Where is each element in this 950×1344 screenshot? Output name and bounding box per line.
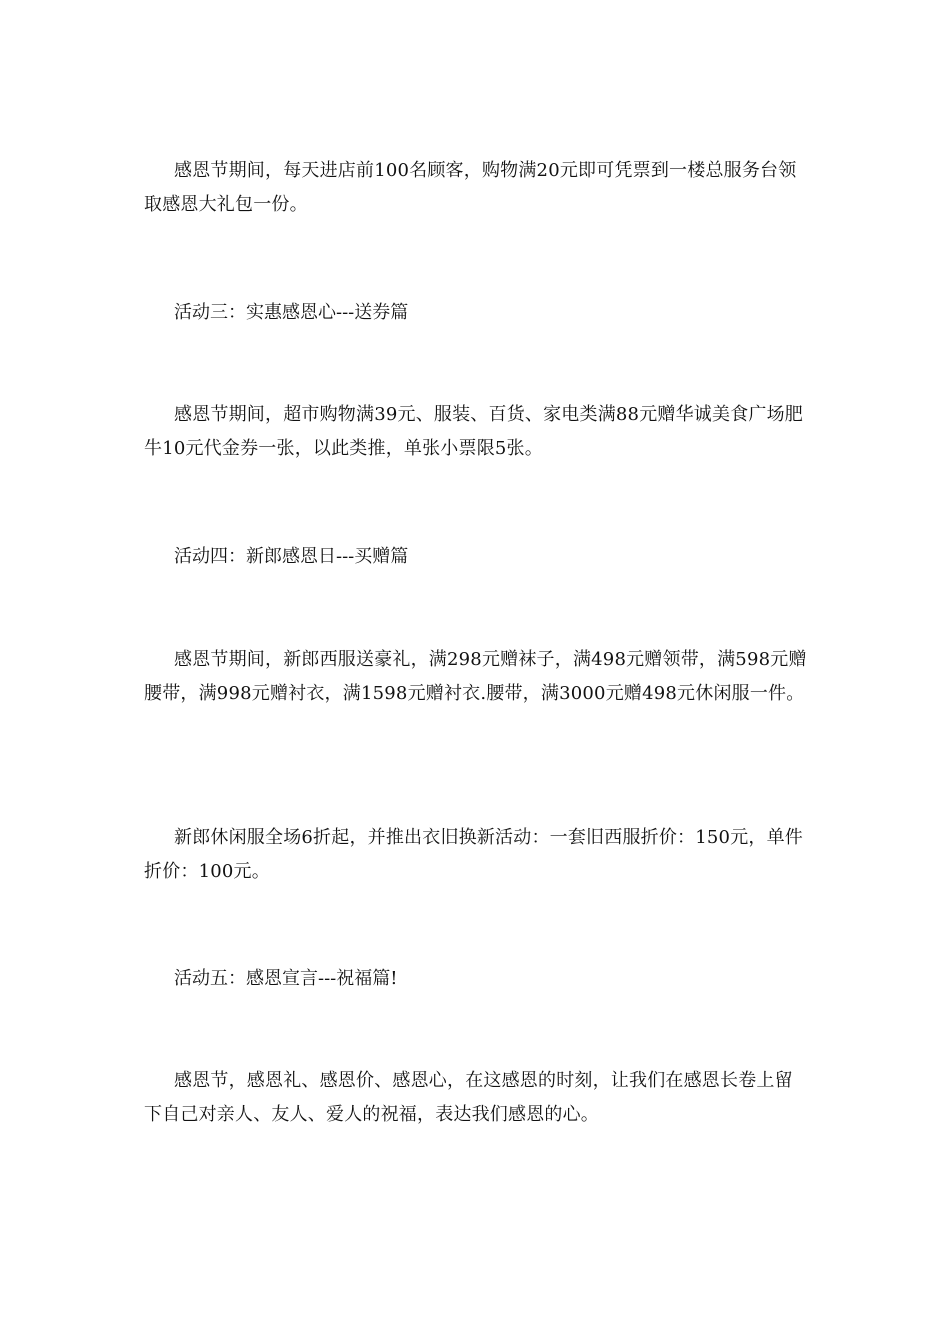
paragraph-blessing: 感恩节，感恩礼、感恩价、感恩心，在这感恩的时刻，让我们在感恩长卷上留下自己对亲人、友人、爱人的祝福，表达我们感恩的心。 (144, 1070, 793, 1125)
paragraph-voucher: 感恩节期间，超市购物满39元、服装、百货、家电类满88元赠华诚美食广场肥牛10元代金券一张，以此类推，单张小票限5张。 (144, 404, 804, 459)
heading-activity-three: 活动三：实惠感恩心---送券篇 (174, 302, 409, 323)
paragraph-trade-in: 新郎休闲服全场6折起，并推出衣旧换新活动：一套旧西服折价：150元，单件折价：100元。 (144, 827, 804, 882)
paragraph-gift-package: 感恩节期间，每天进店前100名顾客，购物满20元即可凭票到一楼总服务台领取感恩大礼包一份。 (144, 160, 797, 215)
heading-activity-five: 活动五：感恩宣言---祝福篇! (174, 968, 398, 989)
paragraph-suit-gifts: 感恩节期间，新郎西服送豪礼，满298元赠袜子，满498元赠领带，满598元赠腰带，满998元赠衬衣，满1598元赠衬衣.腰带，满3000元赠498元休闲服一件。 (144, 649, 807, 704)
heading-activity-four: 活动四：新郎感恩日---买赠篇 (174, 546, 409, 567)
